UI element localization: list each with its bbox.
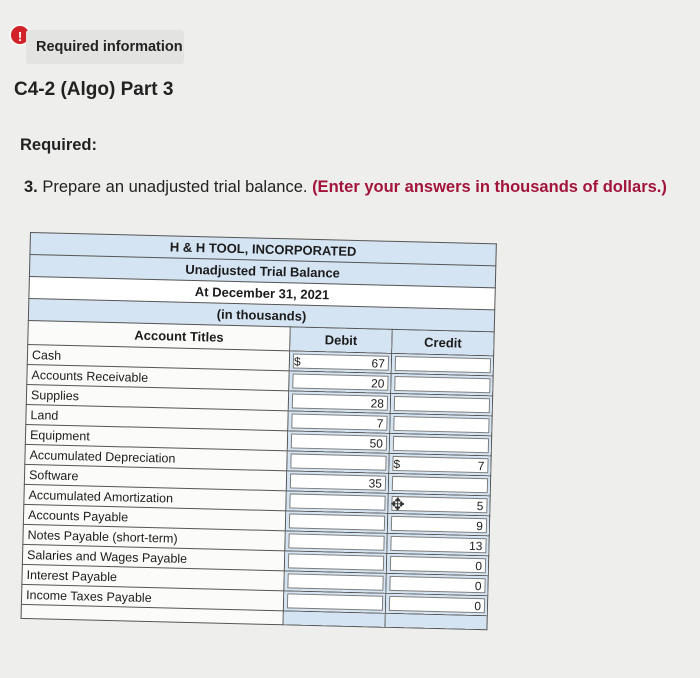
- instruction-number: 3.: [24, 178, 38, 196]
- statement-date[interactable]: At December 31, 2021: [29, 276, 495, 309]
- debit-cell: [289, 371, 391, 393]
- debit-input[interactable]: [289, 513, 385, 530]
- debit-input[interactable]: 67: [293, 353, 389, 370]
- account-title-cell[interactable]: Notes Payable (short-term): [23, 524, 285, 550]
- credit-cell: [387, 533, 489, 555]
- part-title: C4-2 (Algo) Part 3: [14, 79, 174, 100]
- instruction: [24, 178, 667, 197]
- debit-input[interactable]: 7: [291, 413, 387, 430]
- dollar-sign: $: [293, 354, 301, 369]
- debit-cell: [288, 411, 390, 433]
- instruction-text: Prepare an unadjusted trial balance.: [42, 178, 308, 196]
- credit-cell: [389, 433, 491, 455]
- credit-cell: [385, 593, 487, 615]
- trial-balance-table: [21, 232, 497, 630]
- credit-header: Credit: [392, 329, 495, 355]
- credit-cell: [388, 473, 490, 495]
- debit-input[interactable]: 35: [290, 473, 386, 490]
- account-title-cell[interactable]: Cash: [27, 344, 289, 370]
- credit-cell: [386, 573, 488, 595]
- debit-cell: [286, 471, 388, 493]
- credit-cell: [386, 553, 488, 575]
- blank-cell: [283, 611, 385, 627]
- account-title-cell[interactable]: Software: [24, 464, 286, 490]
- credit-cell: [387, 513, 489, 535]
- account-title-cell[interactable]: Land: [26, 404, 288, 430]
- debit-cell: [287, 451, 389, 473]
- account-title-cell[interactable]: Interest Payable: [22, 564, 284, 590]
- debit-cell: [285, 531, 387, 553]
- cursor-crosshair-icon: ✥: [390, 494, 405, 515]
- credit-input[interactable]: [393, 416, 489, 433]
- blank-cell: [385, 613, 487, 629]
- alert-icon: !: [9, 24, 31, 46]
- debit-input[interactable]: 20: [292, 373, 388, 390]
- account-title-cell[interactable]: Supplies: [26, 384, 288, 410]
- credit-input[interactable]: 9: [391, 516, 487, 533]
- trial-balance-worksheet: [21, 232, 497, 630]
- credit-input[interactable]: [394, 376, 490, 393]
- credit-input[interactable]: [393, 436, 489, 453]
- debit-cell: [285, 511, 387, 533]
- account-title-cell[interactable]: Accumulated Amortization: [24, 484, 286, 510]
- debit-input[interactable]: [288, 533, 384, 550]
- debit-input[interactable]: 28: [292, 393, 388, 410]
- account-title-cell[interactable]: Equipment: [25, 424, 287, 450]
- credit-input[interactable]: 0: [390, 556, 486, 573]
- instruction-emphasis: (Enter your answers in thousands of dollars.): [312, 178, 667, 196]
- credit-input[interactable]: [394, 396, 490, 413]
- credit-cell: [390, 393, 492, 415]
- account-titles-header: Account Titles: [28, 320, 291, 350]
- debit-cell: [287, 431, 389, 453]
- credit-input[interactable]: 0: [389, 576, 485, 593]
- credit-cell: [391, 373, 493, 395]
- debit-cell: [289, 351, 391, 373]
- credit-input[interactable]: [395, 356, 491, 373]
- account-title-cell[interactable]: Salaries and Wages Payable: [22, 544, 284, 570]
- credit-input[interactable]: 5: [391, 496, 487, 513]
- account-title-cell[interactable]: Accounts Payable: [23, 504, 285, 530]
- required-heading: Required:: [20, 136, 98, 154]
- debit-input[interactable]: [290, 453, 386, 470]
- credit-cell: [389, 453, 491, 475]
- credit-cell: [390, 413, 492, 435]
- credit-input[interactable]: 0: [389, 596, 485, 613]
- account-title-cell[interactable]: Income Taxes Payable: [21, 584, 283, 610]
- account-title-cell[interactable]: Accumulated Depreciation: [25, 444, 287, 470]
- debit-input[interactable]: [287, 573, 383, 590]
- account-title-cell[interactable]: Accounts Receivable: [27, 364, 289, 390]
- debit-header: Debit: [290, 327, 393, 353]
- debit-input[interactable]: 50: [291, 433, 387, 450]
- debit-cell: [284, 571, 386, 593]
- debit-input[interactable]: [287, 593, 383, 610]
- company-name: H & H TOOL, INCORPORATED: [30, 233, 496, 266]
- credit-cell: [391, 353, 493, 375]
- statement-units: (in thousands): [28, 298, 494, 331]
- required-information-tab[interactable]: [26, 30, 184, 64]
- debit-input[interactable]: [289, 493, 385, 510]
- debit-cell: [284, 551, 386, 573]
- statement-name: Unadjusted Trial Balance: [29, 255, 495, 288]
- credit-input[interactable]: 13: [390, 536, 486, 553]
- credit-input[interactable]: 7: [392, 456, 488, 473]
- debit-input[interactable]: [288, 553, 384, 570]
- credit-input[interactable]: [392, 476, 488, 493]
- debit-cell: [283, 591, 385, 613]
- debit-cell: [286, 491, 388, 513]
- required-information-label: Required information: [36, 39, 183, 55]
- debit-cell: [288, 391, 390, 413]
- dollar-sign: $: [393, 456, 401, 472]
